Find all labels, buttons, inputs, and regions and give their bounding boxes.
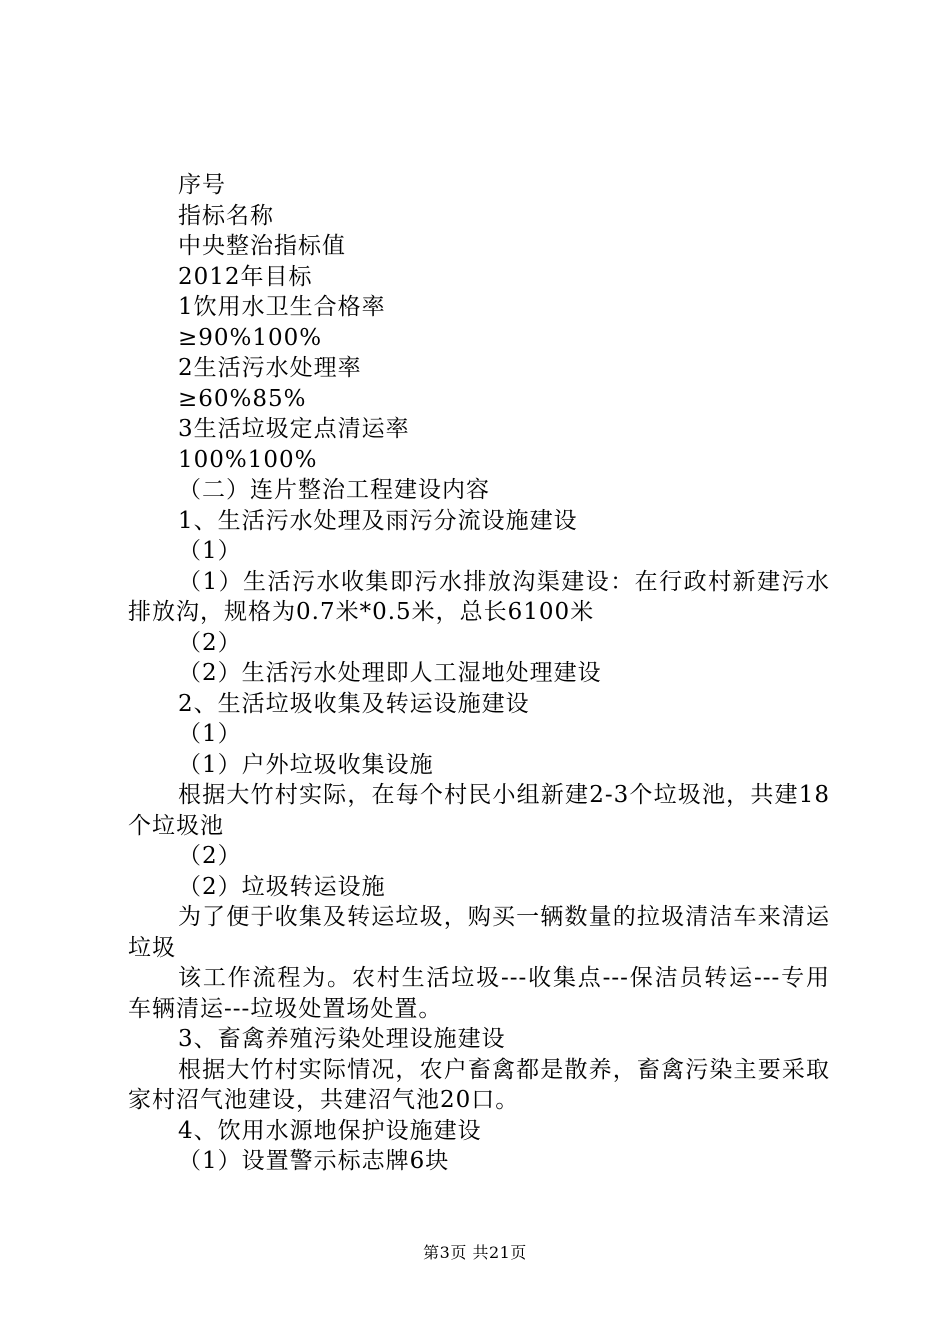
paragraph: 根据大竹村实际，在每个村民小组新建2-3个垃圾池，共建18个垃圾池 [128, 782, 830, 839]
text-line: （1）户外垃圾收集设施 [178, 751, 434, 778]
text-line: 指标名称 [178, 202, 274, 229]
text-line: 2生活污水处理率 [178, 355, 362, 381]
text-line: 100%100% [178, 446, 318, 473]
text-line: （1）设置警示标志牌6块 [178, 1148, 450, 1174]
text-line: （1） [178, 538, 242, 564]
subsection-heading: 2、生活垃圾收集及转运设施建设 [178, 690, 530, 717]
text-line: 1饮用水卫生合格率 [178, 294, 386, 320]
paragraph: 根据大竹村实际情况，农户畜禽都是散养，畜禽污染主要采取家村沼气池建设，共建沼气池20口。 [128, 1056, 830, 1113]
subsection-heading: 4、饮用水源地保护设施建设 [178, 1117, 482, 1144]
text-line: ≥90%100% [178, 324, 323, 351]
subsection-heading: 3、畜禽养殖污染处理设施建设 [178, 1026, 506, 1052]
section-heading: （二）连片整治工程建设内容 [178, 477, 490, 503]
text-line: 3生活垃圾定点清运率 [178, 416, 410, 442]
paragraph: 为了便于收集及转运垃圾，购买一辆数量的拉圾清洁车来清运垃圾 [128, 904, 830, 961]
paragraph: （1）生活污水收集即污水排放沟渠建设：在行政村新建污水排放沟，规格为0.7米*0.5米，总长6100米 [128, 568, 830, 625]
subsection-heading: 1、生活污水处理及雨污分流设施建设 [178, 507, 578, 534]
document-body [128, 170, 830, 1177]
text-line: （2）垃圾转运设施 [178, 873, 386, 900]
text-line: ≥60%85% [178, 385, 307, 412]
page-number-footer: 第3页 共21页 [423, 1243, 527, 1262]
text-line: （2） [178, 629, 242, 656]
text-line: 2012年目标 [178, 263, 313, 290]
text-line: （2）生活污水处理即人工湿地处理建设 [178, 660, 602, 686]
text-line: （2） [178, 843, 242, 869]
text-line: 序号 [178, 172, 226, 198]
text-line: 中央整治指标值 [178, 233, 346, 259]
text-line: （1） [178, 721, 242, 747]
paragraph: 该工作流程为。农村生活垃圾---收集点---保洁员转运---专用车辆清运---垃圾处置场处置。 [128, 965, 830, 1022]
